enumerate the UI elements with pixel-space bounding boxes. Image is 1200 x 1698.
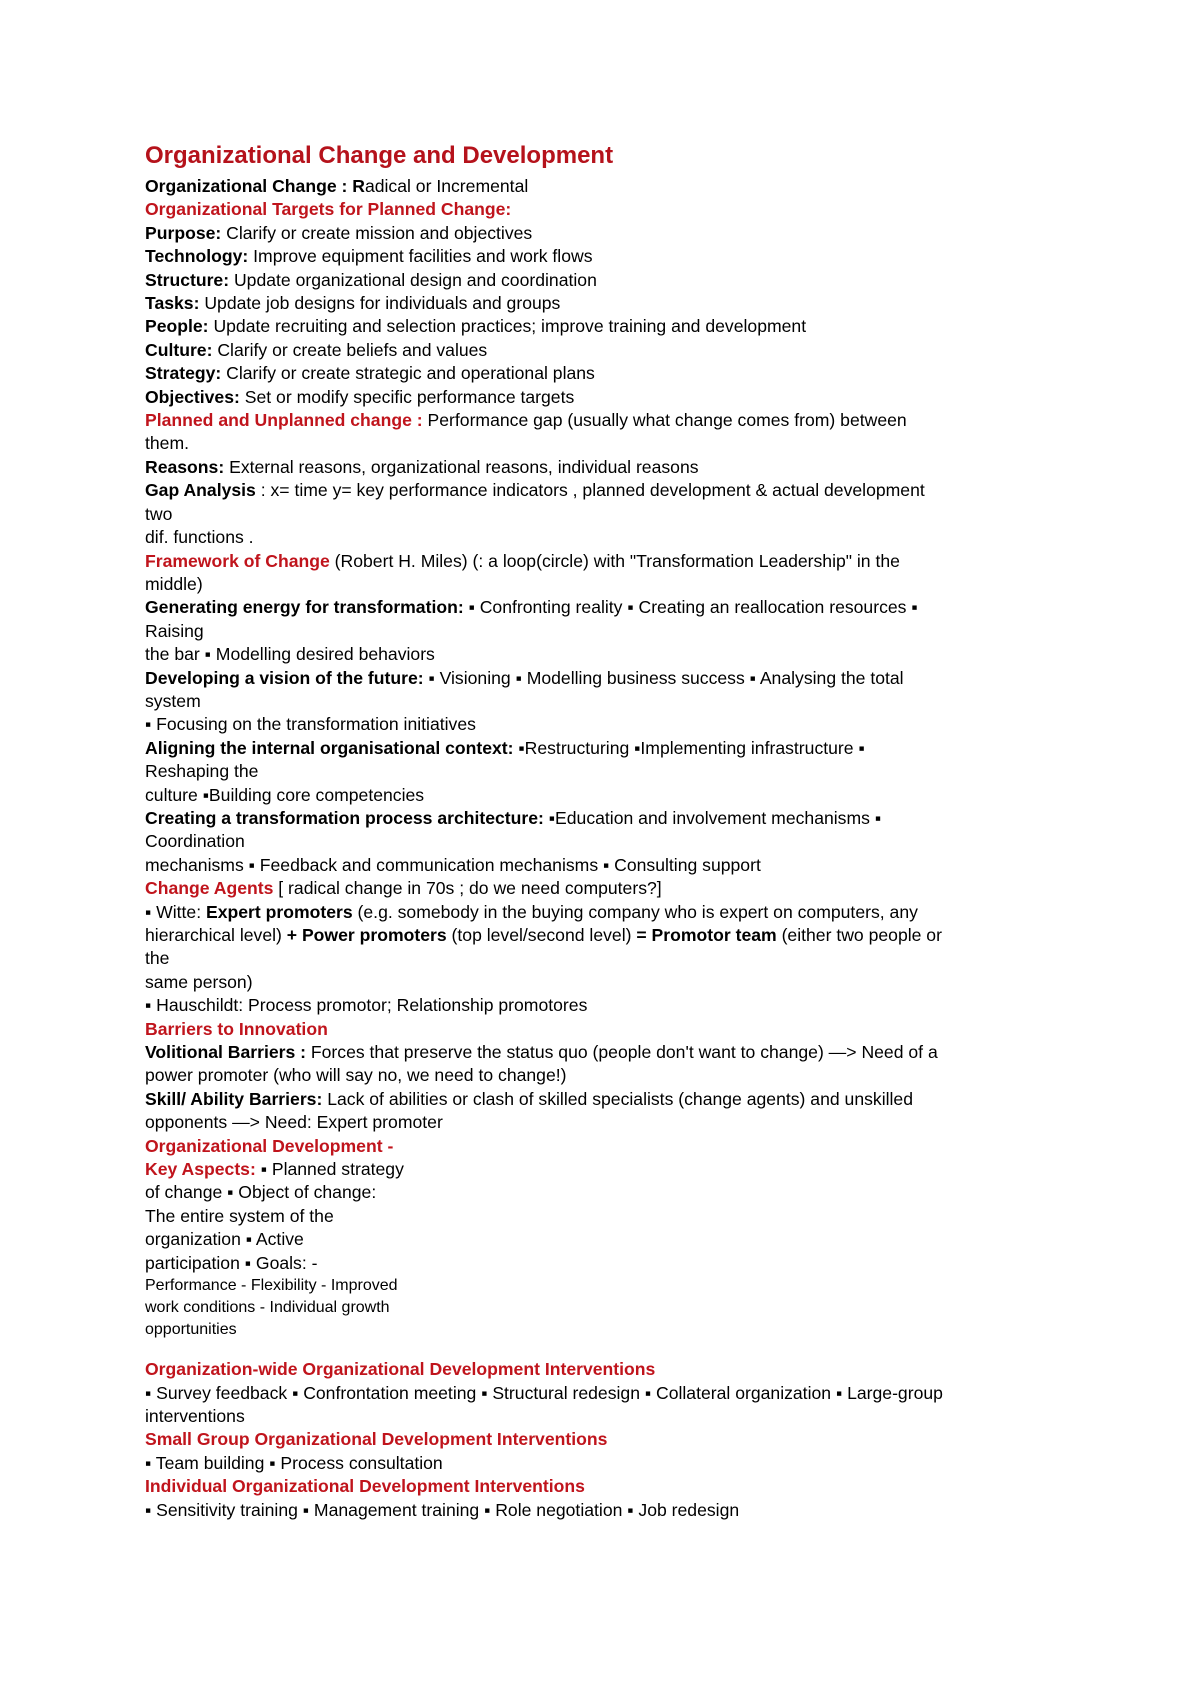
body-text: ▪ Survey feedback ▪ Confrontation meeting ▪ Structural redesign ▪ Collateral organization ▪ Large-group interventions	[145, 1382, 943, 1426]
text-paragraph	[145, 222, 1085, 245]
text-paragraph	[145, 596, 1085, 666]
text-paragraph	[145, 1499, 1085, 1522]
section-heading: Organization-wide Organizational Development Interventions	[145, 1359, 656, 1380]
body-text: [ radical change in 70s ; do we need computers?]	[278, 878, 662, 899]
document-title: Organizational Change and Development	[145, 142, 614, 169]
text-paragraph	[145, 1088, 1085, 1135]
body-text: (top level/second level)	[451, 925, 637, 945]
text-paragraph	[145, 198, 1085, 221]
body-text: Forces that preserve the status quo (people don't want to change) —> Need of a power promoter (who will say no, we need to change!)	[145, 1042, 938, 1086]
bold-label: Purpose:	[145, 222, 227, 243]
bold-label: Tasks:	[145, 293, 205, 314]
body-text: (e.g. somebody in the buying company who is expert on computers, any hierarchical level)	[145, 901, 918, 945]
body-text: Lack of abilities or clash of skilled specialists (change agents) and unskilled opponents —> Need: Expert promoter	[145, 1088, 913, 1133]
body-text: ▪ Sensitivity training ▪ Management training ▪ Role negotiation ▪ Job redesign	[145, 1499, 740, 1520]
body-text: Update organizational design and coordination	[233, 269, 597, 290]
text-paragraph	[145, 1452, 1085, 1475]
bold-label: + Power promoters	[286, 925, 452, 945]
text-paragraph	[145, 456, 1085, 479]
body-text: Update recruiting and selection practices; improve training and development	[213, 316, 807, 337]
text-paragraph	[145, 362, 1085, 385]
text-paragraph	[145, 245, 1085, 268]
text-paragraph	[145, 1135, 1085, 1158]
section-heading: Small Group Organizational Development Interventions	[145, 1429, 608, 1450]
text-paragraph	[145, 1018, 1085, 1041]
text-paragraph	[145, 315, 1085, 338]
text-paragraph	[145, 409, 1085, 456]
section-heading: Framework of Change	[145, 550, 335, 571]
body-text: (either two people or the same person)	[145, 925, 942, 992]
body-text: ▪ Hauschildt: Process promotor; Relationship promotores	[145, 995, 588, 1016]
bold-label: = Promotor team	[636, 925, 782, 945]
bold-label: People:	[145, 316, 214, 337]
bold-label: Structure:	[145, 269, 234, 290]
text-paragraph	[145, 667, 1085, 737]
bold-label: Volitional Barriers :	[145, 1042, 311, 1063]
text-paragraph	[145, 1358, 1085, 1381]
body-text: Clarify or create mission and objectives	[226, 222, 533, 243]
text-paragraph	[145, 901, 1085, 995]
text-paragraph	[145, 292, 1085, 315]
section-heading: Barriers to Innovation	[145, 1018, 328, 1039]
bold-label: Gap Analysis	[145, 480, 261, 501]
text-paragraph	[145, 175, 1085, 198]
body-text: Clarify or create strategic and operational plans	[226, 363, 595, 384]
text-paragraph	[145, 1158, 1085, 1275]
body-text: Clarify or create beliefs and values	[217, 339, 488, 360]
text-paragraph	[145, 339, 1085, 362]
section-heading: Key Aspects:	[145, 1159, 261, 1180]
text-paragraph	[145, 877, 1085, 900]
bold-label: Reasons:	[145, 456, 230, 477]
body-text: External reasons, organizational reasons, individual reasons	[229, 456, 699, 477]
body-text: Set or modify specific performance targets	[244, 386, 575, 407]
text-paragraph	[145, 550, 1085, 597]
body-text: ▪ Team building ▪ Process consultation	[145, 1452, 443, 1473]
text-paragraph	[145, 386, 1085, 409]
text-paragraph	[145, 737, 1085, 807]
text-paragraph	[145, 1428, 1085, 1451]
paragraph-gap	[145, 1341, 1085, 1358]
document-lines	[145, 175, 1085, 1522]
section-heading: Organizational Targets for Planned Change:	[145, 199, 512, 220]
section-heading: Planned and Unplanned change :	[145, 410, 428, 431]
text-paragraph	[145, 1275, 1085, 1341]
body-text: ▪ Planned strategy of change ▪ Object of change: The entire system of the organization ▪ Active participation ▪ Goals: -	[145, 1159, 404, 1273]
bold-label: Objectives:	[145, 386, 245, 407]
text-paragraph	[145, 1475, 1085, 1498]
bold-label: Developing a vision of the future:	[145, 667, 429, 688]
bold-label: Aligning the internal organisational context:	[145, 737, 519, 758]
section-heading: Change Agents	[145, 878, 279, 899]
bold-label: Skill/ Ability Barriers:	[145, 1088, 328, 1109]
bold-label: Creating a transformation process architecture:	[145, 807, 549, 828]
bold-label: Technology:	[145, 246, 254, 267]
body-text: ▪Restructuring ▪Implementing infrastructure ▪ Reshaping the culture ▪Building core competencies	[145, 737, 865, 805]
text-paragraph	[145, 479, 1085, 549]
body-text: adical or Incremental	[364, 176, 529, 196]
text-paragraph	[145, 269, 1085, 292]
text-paragraph	[145, 994, 1085, 1017]
body-text: ▪ Confronting reality ▪ Creating an reallocation resources ▪ Raising the bar ▪ Modelling desired behaviors	[145, 597, 918, 665]
bold-label: Culture:	[145, 339, 218, 360]
body-text: Performance gap (usually what change comes from) between them.	[145, 410, 907, 454]
text-paragraph	[145, 1041, 1085, 1088]
document-body	[145, 140, 1085, 1522]
body-text: (Robert H. Miles) (: a loop(circle) with "Transformation Leadership" in the middle)	[145, 550, 900, 594]
body-text: ▪ Witte:	[145, 901, 206, 922]
bold-label: Strategy:	[145, 363, 227, 384]
bold-label: Expert promoters	[205, 901, 358, 922]
bold-label: R	[352, 176, 365, 196]
body-text: Performance - Flexibility - Improved work conditions - Individual growth opportunities	[145, 1277, 398, 1339]
bold-label: Organizational Change :	[145, 176, 353, 196]
text-paragraph	[145, 1382, 1085, 1429]
body-text: ▪ Visioning ▪ Modelling business success ▪ Analysing the total system ▪ Focusing on the transformation initiatives	[145, 667, 904, 735]
body-text: Update job designs for individuals and groups	[204, 293, 561, 314]
bold-label: Generating energy for transformation:	[145, 597, 469, 618]
section-heading: Organizational Development -	[145, 1135, 394, 1156]
body-text: Improve equipment facilities and work flows	[253, 246, 593, 267]
body-text: : x= time y= key performance indicators , planned development & actual development two dif. functions .	[145, 480, 925, 548]
section-heading: Individual Organizational Development Interventions	[145, 1476, 585, 1497]
body-text: ▪Education and involvement mechanisms ▪ Coordination mechanisms ▪ Feedback and communication mechanisms ▪ Consulting support	[145, 807, 882, 875]
text-paragraph	[145, 807, 1085, 877]
